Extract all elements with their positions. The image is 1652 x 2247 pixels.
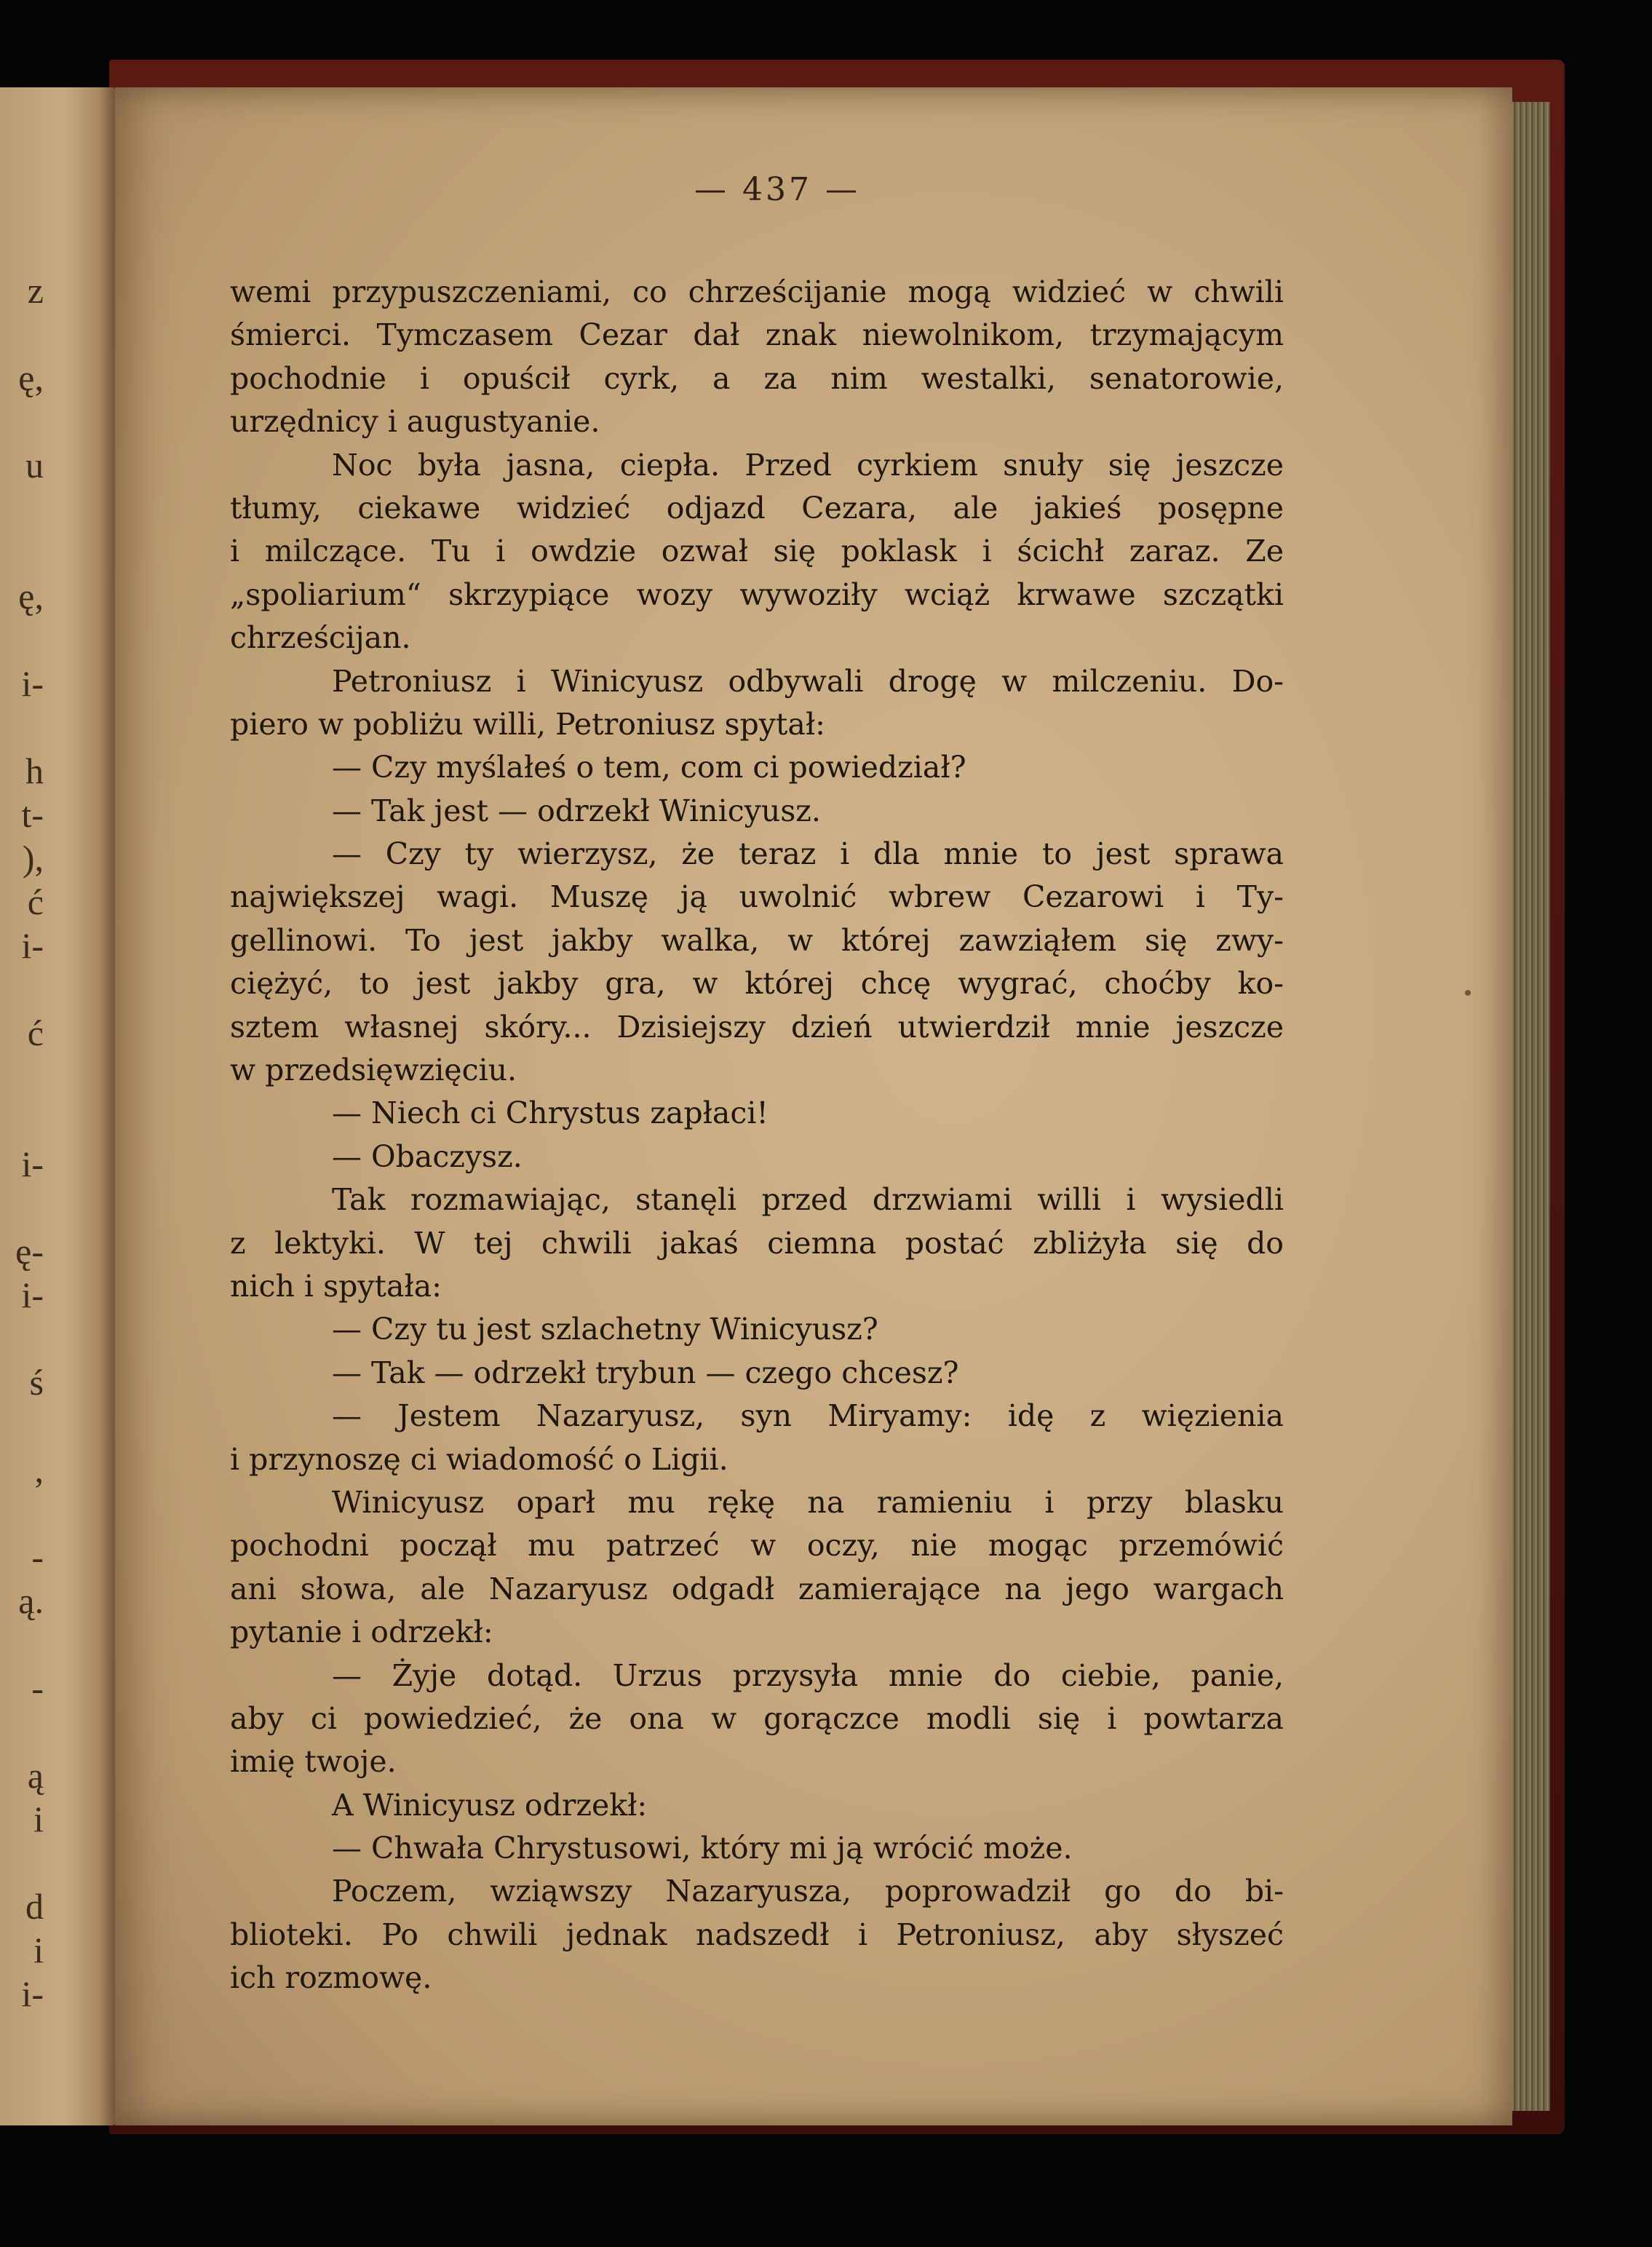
left-page-fragment: i xyxy=(33,1799,44,1839)
text-line: Winicyusz oparł mu rękę na ramieniu i przy blasku xyxy=(332,1484,1284,1520)
text-line: gellinowi. To jest jakby walka, w której zawziąłem się zwy- xyxy=(230,922,1284,958)
left-page-fragment: i- xyxy=(21,1275,44,1315)
text-line: śmierci. Tymczasem Cezar dał znak niewolnikom, trzymającym xyxy=(230,317,1284,353)
text-line: blioteki. Po chwili jednak nadszedł i Petroniusz, aby słyszeć xyxy=(230,1917,1284,1952)
left-page-fragment: - xyxy=(31,1537,44,1577)
left-page-fragment: ę- xyxy=(15,1231,44,1272)
text-line: „spoliarium“ skrzypiące wozy wywoziły wciąż krwawe szczątki xyxy=(230,576,1284,612)
text-line: ich rozmowę. xyxy=(230,1960,432,1996)
text-line: urzędnicy i augustyanie. xyxy=(230,404,600,440)
left-page-fragment: ), xyxy=(22,838,44,879)
text-line: — Tak — odrzekł trybun — czego chcesz? xyxy=(332,1355,959,1390)
ink-dot xyxy=(1465,990,1471,996)
text-line: — Niech ci Chrystus zapłaci! xyxy=(332,1095,769,1131)
text-line: piero w pobliżu willi, Petroniusz spytał: xyxy=(230,706,825,742)
left-page-fragment: , xyxy=(34,1449,44,1490)
text-line: imię twoje. xyxy=(230,1744,397,1780)
left-page-fragment: h xyxy=(25,750,44,791)
text-line: — Obaczysz. xyxy=(332,1138,523,1174)
text-line: — Chwała Chrystusowi, który mi ją wrócić może. xyxy=(332,1831,1073,1866)
left-page-fragment: i- xyxy=(21,1144,44,1184)
left-page-fragment: u xyxy=(25,445,44,486)
text-line: tłumy, ciekawe widzieć odjazd Cezara, ale jakieś posępne xyxy=(230,490,1284,526)
text-line: A Winicyusz odrzekł: xyxy=(332,1787,648,1823)
text-line: wemi przypuszczeniami, co chrześcijanie mogą widzieć w chwili xyxy=(230,274,1284,309)
left-page-fragment: ę, xyxy=(18,357,44,398)
text-line: i przynoszę ci wiadomość o Ligii. xyxy=(230,1441,728,1477)
left-page-fragment: z xyxy=(27,270,44,311)
left-page-fragment: i xyxy=(33,1930,44,1970)
page-number: — 437 — xyxy=(694,171,860,208)
left-page-fragment: - xyxy=(31,1668,44,1708)
text-line: — Czy myślałeś o tem, com ci powiedział? xyxy=(332,750,966,785)
text-line: największej wagi. Muszę ją uwolnić wbrew Cezarowi i Ty- xyxy=(230,879,1284,915)
text-line: — Żyje dotąd. Urzus przysyła mnie do ciebie, panie, xyxy=(332,1657,1284,1693)
left-page-fragment: ć xyxy=(27,881,44,922)
left-page-fragment: t- xyxy=(21,794,44,835)
text-line: nich i spytała: xyxy=(230,1268,442,1304)
left-page-fragment: d xyxy=(25,1886,44,1927)
left-page-edge xyxy=(0,87,116,2125)
text-line: ani słowa, ale Nazaryusz odgadł zamierające na jego wargach xyxy=(230,1571,1284,1606)
text-line: aby ci powiedzieć, że ona w gorączce modli się i powtarza xyxy=(230,1700,1284,1736)
left-page-fragment: ą. xyxy=(18,1580,44,1621)
text-line: — Czy ty wierzysz, że teraz i dla mnie to jest sprawa xyxy=(332,836,1284,872)
text-line: Petroniusz i Winicyusz odbywali drogę w milczeniu. Do- xyxy=(332,663,1284,699)
text-line: i milczące. Tu i owdzie ozwał się poklask i ścichł zaraz. Ze xyxy=(230,534,1284,569)
left-page-fragment: ć xyxy=(27,1012,44,1053)
left-page-fragment: i- xyxy=(21,663,44,704)
text-line: pytanie i odrzekł: xyxy=(230,1614,493,1650)
left-page-fragment: i- xyxy=(21,1973,44,2014)
text-line: pochodni począł mu patrzeć w oczy, nie mogąc przemówić xyxy=(230,1528,1284,1564)
text-line: Noc była jasna, ciepła. Przed cyrkiem snuły się jeszcze xyxy=(332,447,1284,483)
text-line: z lektyki. W tej chwili jakaś ciemna postać zbliżyła się do xyxy=(230,1225,1284,1261)
text-line: pochodnie i opuścił cyrk, a za nim westalki, senatorowie, xyxy=(230,360,1284,396)
text-line: Poczem, wziąwszy Nazaryusza, poprowadził go do bi- xyxy=(332,1874,1284,1909)
text-line: Tak rozmawiając, stanęli przed drzwiami willi i wysiedli xyxy=(332,1182,1284,1218)
text-line: chrześcijan. xyxy=(230,620,411,656)
left-page-fragment: ą xyxy=(27,1755,44,1796)
text-line: — Czy tu jest szlachetny Winicyusz? xyxy=(332,1312,878,1347)
text-line: — Jestem Nazaryusz, syn Miryamy: idę z więzienia xyxy=(332,1398,1284,1434)
text-line: ciężyć, to jest jakby gra, w której chcę wygrać, choćby ko- xyxy=(230,966,1284,1002)
left-page-fragment: ś xyxy=(29,1362,44,1403)
text-line: — Tak jest — odrzekł Winicyusz. xyxy=(332,793,821,828)
left-page-fragment: i- xyxy=(21,925,44,966)
book-page xyxy=(115,87,1512,2125)
body-text xyxy=(230,271,1284,2000)
text-line: w przedsięwzięciu. xyxy=(230,1053,517,1088)
text-line: sztem własnej skóry... Dzisiejszy dzień utwierdził mnie jeszcze xyxy=(230,1009,1284,1045)
left-page-fragment: ę, xyxy=(18,576,44,617)
